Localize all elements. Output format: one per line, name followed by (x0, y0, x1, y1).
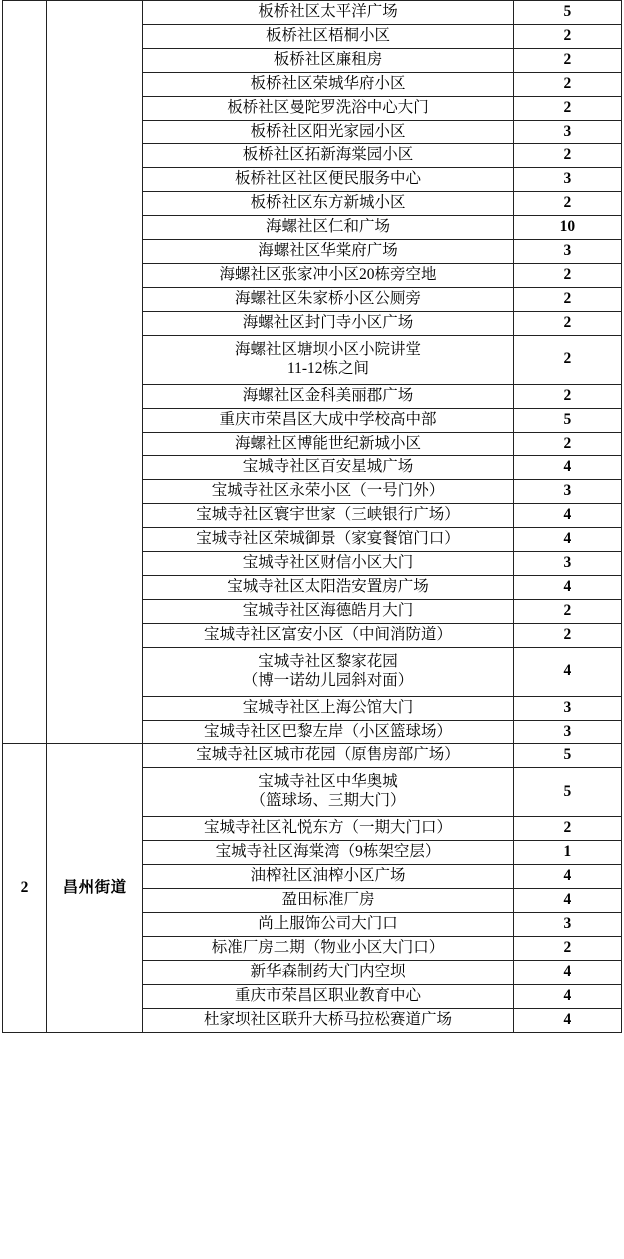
sampling-point-cell (143, 913, 514, 937)
sampling-point-line: 板桥社区东方新城小区 (250, 194, 406, 212)
sampling-point-cell (143, 120, 514, 144)
sampling-point-cell (143, 528, 514, 552)
sampling-count-cell: 4 (513, 504, 621, 528)
sampling-count-cell: 3 (513, 696, 621, 720)
street-name-cell (47, 1, 143, 744)
sampling-point-line: 板桥社区梧桐小区 (265, 26, 390, 44)
sampling-count-cell: 2 (513, 623, 621, 647)
sampling-point-cell (143, 384, 514, 408)
sampling-point-line: 宝城寺社区太阳浩安置房广场 (227, 577, 429, 595)
sampling-point-cell (143, 720, 514, 744)
sampling-point-line: 板桥社区拓新海棠园小区 (242, 146, 414, 164)
sampling-count-cell: 2 (513, 192, 621, 216)
sampling-point-line: 板桥社区社区便民服务中心 (234, 170, 421, 188)
sampling-point-cell (143, 744, 514, 768)
sampling-point-line: 新华森制药大门内空坝 (250, 962, 406, 980)
sampling-point-cell (143, 1008, 514, 1032)
sampling-point-line: （篮球场、三期大门） (250, 792, 406, 810)
sampling-count-cell: 4 (513, 1008, 621, 1032)
sampling-count-cell: 4 (513, 456, 621, 480)
sampling-point-line: （博一诺幼儿园斜对面） (242, 671, 414, 689)
sampling-point-line: 宝城寺社区中华奥城 (258, 773, 398, 791)
sampling-point-line: 11-12栋之间 (286, 359, 370, 377)
sampling-point-line: 宝城寺社区礼悦东方（一期大门口） (203, 819, 452, 837)
row-index-cell: 2 (3, 744, 47, 1032)
sampling-point-line: 宝城寺社区城市花园（原售房部广场） (196, 746, 460, 764)
sampling-point-cell (143, 960, 514, 984)
sampling-count-cell: 5 (513, 768, 621, 817)
sampling-count-cell: 4 (513, 984, 621, 1008)
sampling-point-cell (143, 865, 514, 889)
sampling-count-cell: 4 (513, 865, 621, 889)
sampling-point-cell (143, 696, 514, 720)
sampling-point-cell (143, 311, 514, 335)
sampling-point-cell (143, 936, 514, 960)
sampling-count-cell: 3 (513, 480, 621, 504)
sampling-point-cell (143, 432, 514, 456)
sampling-point-cell (143, 817, 514, 841)
sampling-point-cell (143, 96, 514, 120)
sampling-point-cell (143, 192, 514, 216)
sampling-point-cell (143, 335, 514, 384)
sampling-count-cell: 3 (513, 552, 621, 576)
sampling-count-cell: 2 (513, 936, 621, 960)
sampling-point-cell (143, 144, 514, 168)
sampling-point-cell (143, 240, 514, 264)
sampling-point-cell (143, 623, 514, 647)
sampling-count-cell: 3 (513, 120, 621, 144)
sampling-point-line: 宝城寺社区黎家花园 (258, 652, 398, 670)
sampling-point-line: 海螺社区张家冲小区20栋旁空地 (219, 265, 437, 283)
sampling-count-cell: 4 (513, 528, 621, 552)
street-name-cell: 昌州街道 (47, 744, 143, 1032)
sampling-count-cell: 4 (513, 960, 621, 984)
sampling-count-cell: 2 (513, 817, 621, 841)
sampling-point-cell (143, 72, 514, 96)
sampling-count-cell: 2 (513, 72, 621, 96)
sampling-point-line: 重庆市荣昌区大成中学校高中部 (219, 410, 437, 428)
sampling-point-cell (143, 552, 514, 576)
sampling-point-cell (143, 889, 514, 913)
sampling-count-cell: 2 (513, 144, 621, 168)
table-row (3, 744, 622, 768)
sampling-point-line: 宝城寺社区富安小区（中间消防道） (203, 625, 452, 643)
sampling-point-line: 宝城寺社区上海公馆大门 (242, 698, 414, 716)
table-body (3, 1, 622, 1033)
sampling-point-line: 尚上服饰公司大门口 (258, 915, 398, 932)
sampling-point-cell (143, 1, 514, 25)
sampling-point-cell (143, 48, 514, 72)
sampling-point-cell (143, 768, 514, 817)
sampling-count-cell: 3 (513, 720, 621, 744)
sampling-point-cell (143, 456, 514, 480)
sampling-point-cell (143, 408, 514, 432)
sampling-point-line: 宝城寺社区荣城御景（家宴餐馆门口） (196, 530, 460, 548)
sampling-count-cell: 2 (513, 24, 621, 48)
sampling-point-line: 海螺社区金科美丽郡广场 (242, 386, 414, 404)
sampling-point-cell (143, 504, 514, 528)
sampling-point-line: 宝城寺社区海棠湾（9栋架空层） (215, 843, 441, 861)
sampling-point-cell (143, 480, 514, 504)
sampling-point-line: 海螺社区华棠府广场 (258, 242, 398, 260)
sampling-count-cell: 4 (513, 647, 621, 696)
sampling-point-line: 宝城寺社区巴黎左岸（小区篮球场） (203, 722, 452, 740)
sampling-point-line: 宝城寺社区百安星城广场 (242, 458, 414, 476)
sampling-point-line: 海螺社区博能世纪新城小区 (234, 434, 421, 452)
sampling-point-line: 板桥社区曼陀罗洗浴中心大门 (227, 98, 429, 116)
sampling-point-line: 宝城寺社区永荣小区（一号门外） (211, 482, 445, 500)
sampling-point-line: 重庆市荣昌区职业教育中心 (234, 986, 421, 1004)
sampling-count-cell: 2 (513, 335, 621, 384)
sampling-point-line: 油榨社区油榨小区广场 (250, 867, 406, 885)
sampling-count-cell: 2 (513, 311, 621, 335)
sampling-count-cell: 5 (513, 408, 621, 432)
sampling-count-cell: 3 (513, 168, 621, 192)
sampling-point-line: 宝城寺社区海德皓月大门 (242, 601, 414, 619)
row-index-cell (3, 1, 47, 744)
sampling-point-cell (143, 575, 514, 599)
sampling-point-line: 标准厂房二期（物业小区大门口） (211, 938, 445, 956)
sampling-point-line: 板桥社区太平洋广场 (258, 3, 398, 20)
table-row (3, 1, 622, 25)
sampling-point-line: 杜家坝社区联升大桥马拉松赛道广场 (203, 1010, 452, 1028)
sampling-point-cell (143, 216, 514, 240)
sampling-point-cell (143, 841, 514, 865)
sampling-point-cell (143, 24, 514, 48)
sampling-point-line: 海螺社区仁和广场 (265, 218, 390, 236)
sampling-count-cell: 2 (513, 263, 621, 287)
sampling-count-cell: 4 (513, 575, 621, 599)
sampling-count-cell: 5 (513, 744, 621, 768)
sampling-point-cell (143, 647, 514, 696)
sampling-count-cell: 4 (513, 889, 621, 913)
sampling-count-cell: 2 (513, 96, 621, 120)
sampling-point-line: 海螺社区塘坝小区小院讲堂 (234, 340, 421, 358)
sampling-point-line: 板桥社区荣城华府小区 (250, 74, 406, 92)
sampling-count-cell: 2 (513, 384, 621, 408)
sampling-point-cell (143, 287, 514, 311)
sampling-count-cell: 3 (513, 240, 621, 264)
sampling-point-line: 海螺社区封门寺小区广场 (242, 313, 414, 331)
sampling-count-cell: 3 (513, 913, 621, 937)
sampling-count-cell: 10 (513, 216, 621, 240)
sampling-point-line: 板桥社区阳光家园小区 (250, 122, 406, 140)
sampling-count-cell: 2 (513, 48, 621, 72)
sampling-point-cell (143, 984, 514, 1008)
sampling-point-cell (143, 263, 514, 287)
sampling-points-table (2, 0, 622, 1033)
sampling-point-line: 板桥社区廉租房 (273, 50, 383, 68)
sampling-point-line: 宝城寺社区财信小区大门 (242, 554, 414, 572)
sampling-point-line: 盈田标准厂房 (281, 891, 375, 909)
sampling-point-cell (143, 599, 514, 623)
sampling-point-line: 海螺社区朱家桥小区公厕旁 (234, 289, 421, 307)
sampling-count-cell: 2 (513, 287, 621, 311)
sampling-count-cell: 5 (513, 1, 621, 25)
sampling-count-cell: 1 (513, 841, 621, 865)
sampling-point-cell (143, 168, 514, 192)
sampling-point-line: 宝城寺社区寰宇世家（三峡银行广场） (196, 506, 460, 524)
sampling-count-cell: 2 (513, 599, 621, 623)
sampling-count-cell: 2 (513, 432, 621, 456)
